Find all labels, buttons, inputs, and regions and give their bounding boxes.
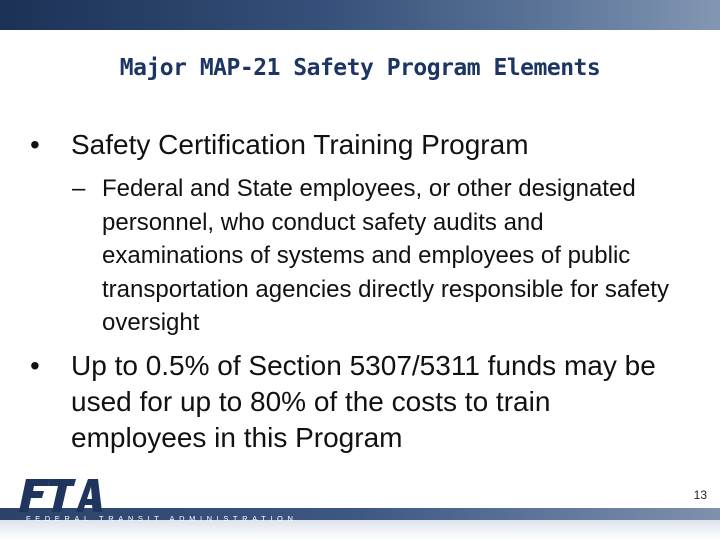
dash-marker: – bbox=[72, 175, 86, 202]
logo-subtitle: FEDERAL TRANSIT ADMINISTRATION bbox=[26, 514, 298, 523]
fta-logo bbox=[6, 474, 306, 530]
bullet-text: Up to 0.5% of Section 5307/5311 funds may be used for up to 80% of the costs to train employees in this Program bbox=[71, 350, 656, 453]
bullet-marker: • bbox=[30, 350, 40, 381]
bullet-marker: • bbox=[30, 129, 40, 160]
slide-title: Major MAP-21 Safety Program Elements bbox=[119, 55, 601, 81]
fta-logo-mark bbox=[6, 474, 106, 514]
sub-bullet-item bbox=[72, 172, 682, 340]
page-number: 13 bbox=[693, 488, 707, 502]
bullet-item bbox=[30, 127, 690, 163]
bullet-item bbox=[30, 348, 690, 456]
slide-footer bbox=[0, 470, 720, 540]
sub-bullet-text: Federal and State employees, or other designated personnel, who conduct safety audits and examinations of systems and employees of public transportation agencies directly responsible for safety oversight bbox=[102, 175, 669, 336]
top-gradient-band bbox=[0, 0, 720, 30]
bullet-text: Safety Certification Training Program bbox=[71, 129, 529, 160]
